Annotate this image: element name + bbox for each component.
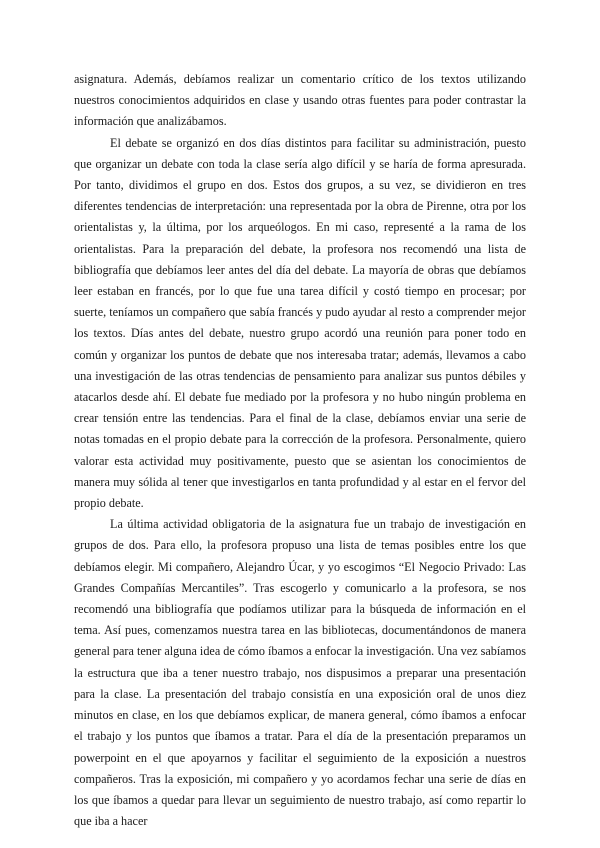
- paragraph-continuation: asignatura. Además, debíamos realizar un comentario crítico de los textos utilizando nuestros conocimientos adquiridos en clase y usando otras fuentes para poder contrastar la información que analizábamos.: [74, 72, 526, 129]
- body-text: [74, 69, 526, 832]
- paragraph-research-work: La última actividad obligatoria de la asignatura fue un trabajo de investigación en grupos de dos. Para ello, la profesora propuso una lista de temas posibles entre los que debíamos elegir. Mi compañero, Alejandro Úcar, y yo escogimos “El Negocio Privado: Las Grandes Compañías Mercantiles”. Tras escogerlo y comunicarlo a la profesora, se nos recomendó una bibliografía que podíamos utilizar para la búsqueda de información en el tema. Así pues, comenzamos nuestra tarea en las bibliotecas, documentándonos de manera general para tener alguna idea de cómo íbamos a enfocar la investigación. Una vez sabíamos la estructura que iba a tener nuestro trabajo, nos dispusimos a preparar una presentación para la clase. La presentación del trabajo consistía en una exposición oral de unos diez minutos en clase, en los que debíamos explicar, de manera general, cómo íbamos a enfocar el trabajo y los puntos que íbamos a tratar. Para el día de la presentación preparamos un powerpoint en el que apoyarnos y facilitar el seguimiento de la exposición a nuestros compañeros. Tras la exposición, mi compañero y yo acordamos fechar una serie de días en los que íbamos a quedar para llevar un seguimiento de nuestro trabajo, así como repartir lo que iba a hacer: [74, 517, 526, 829]
- paragraph-debate: El debate se organizó en dos días distintos para facilitar su administración, puesto que organizar un debate con toda la clase sería algo difícil y se haría de forma apresurada. Por tanto, dividimos el grupo en dos. Estos dos grupos, a su vez, se dividieron en tres diferentes tendencias de interpretación: una representada por la obra de Pirenne, otra por los orientalistas y, la última, por los arqueólogos. En mi caso, representé a la rama de los orientalistas. Para la preparación del debate, la profesora nos recomendó una lista de bibliografía que debíamos leer antes del día del debate. La mayoría de obras que debíamos leer estaban en francés, por lo que fue una tarea difícil y costó tiempo en procesar; por suerte, teníamos un compañero que sabía francés y pudo ayudar al resto a comprender mejor los textos. Días antes del debate, nuestro grupo acordó una reunión para poner todo en común y organizar los puntos de debate que nos interesaba tratar; además, llevamos a cabo una investigación de las otras tendencias de pensamiento para analizar sus puntos débiles y atacarlos desde ahí. El debate fue mediado por la profesora y no hubo ningún problema en crear tensión entre las tendencias. Para el final de la clase, debíamos enviar una serie de notas tomadas en el propio debate para la corrección de la profesora. Personalmente, quiero valorar esta actividad muy positivamente, puesto que se asientan los conocimientos de manera muy sólida al tener que investigarlos en tanta profundidad y al estar en el fervor del propio debate.: [74, 135, 526, 511]
